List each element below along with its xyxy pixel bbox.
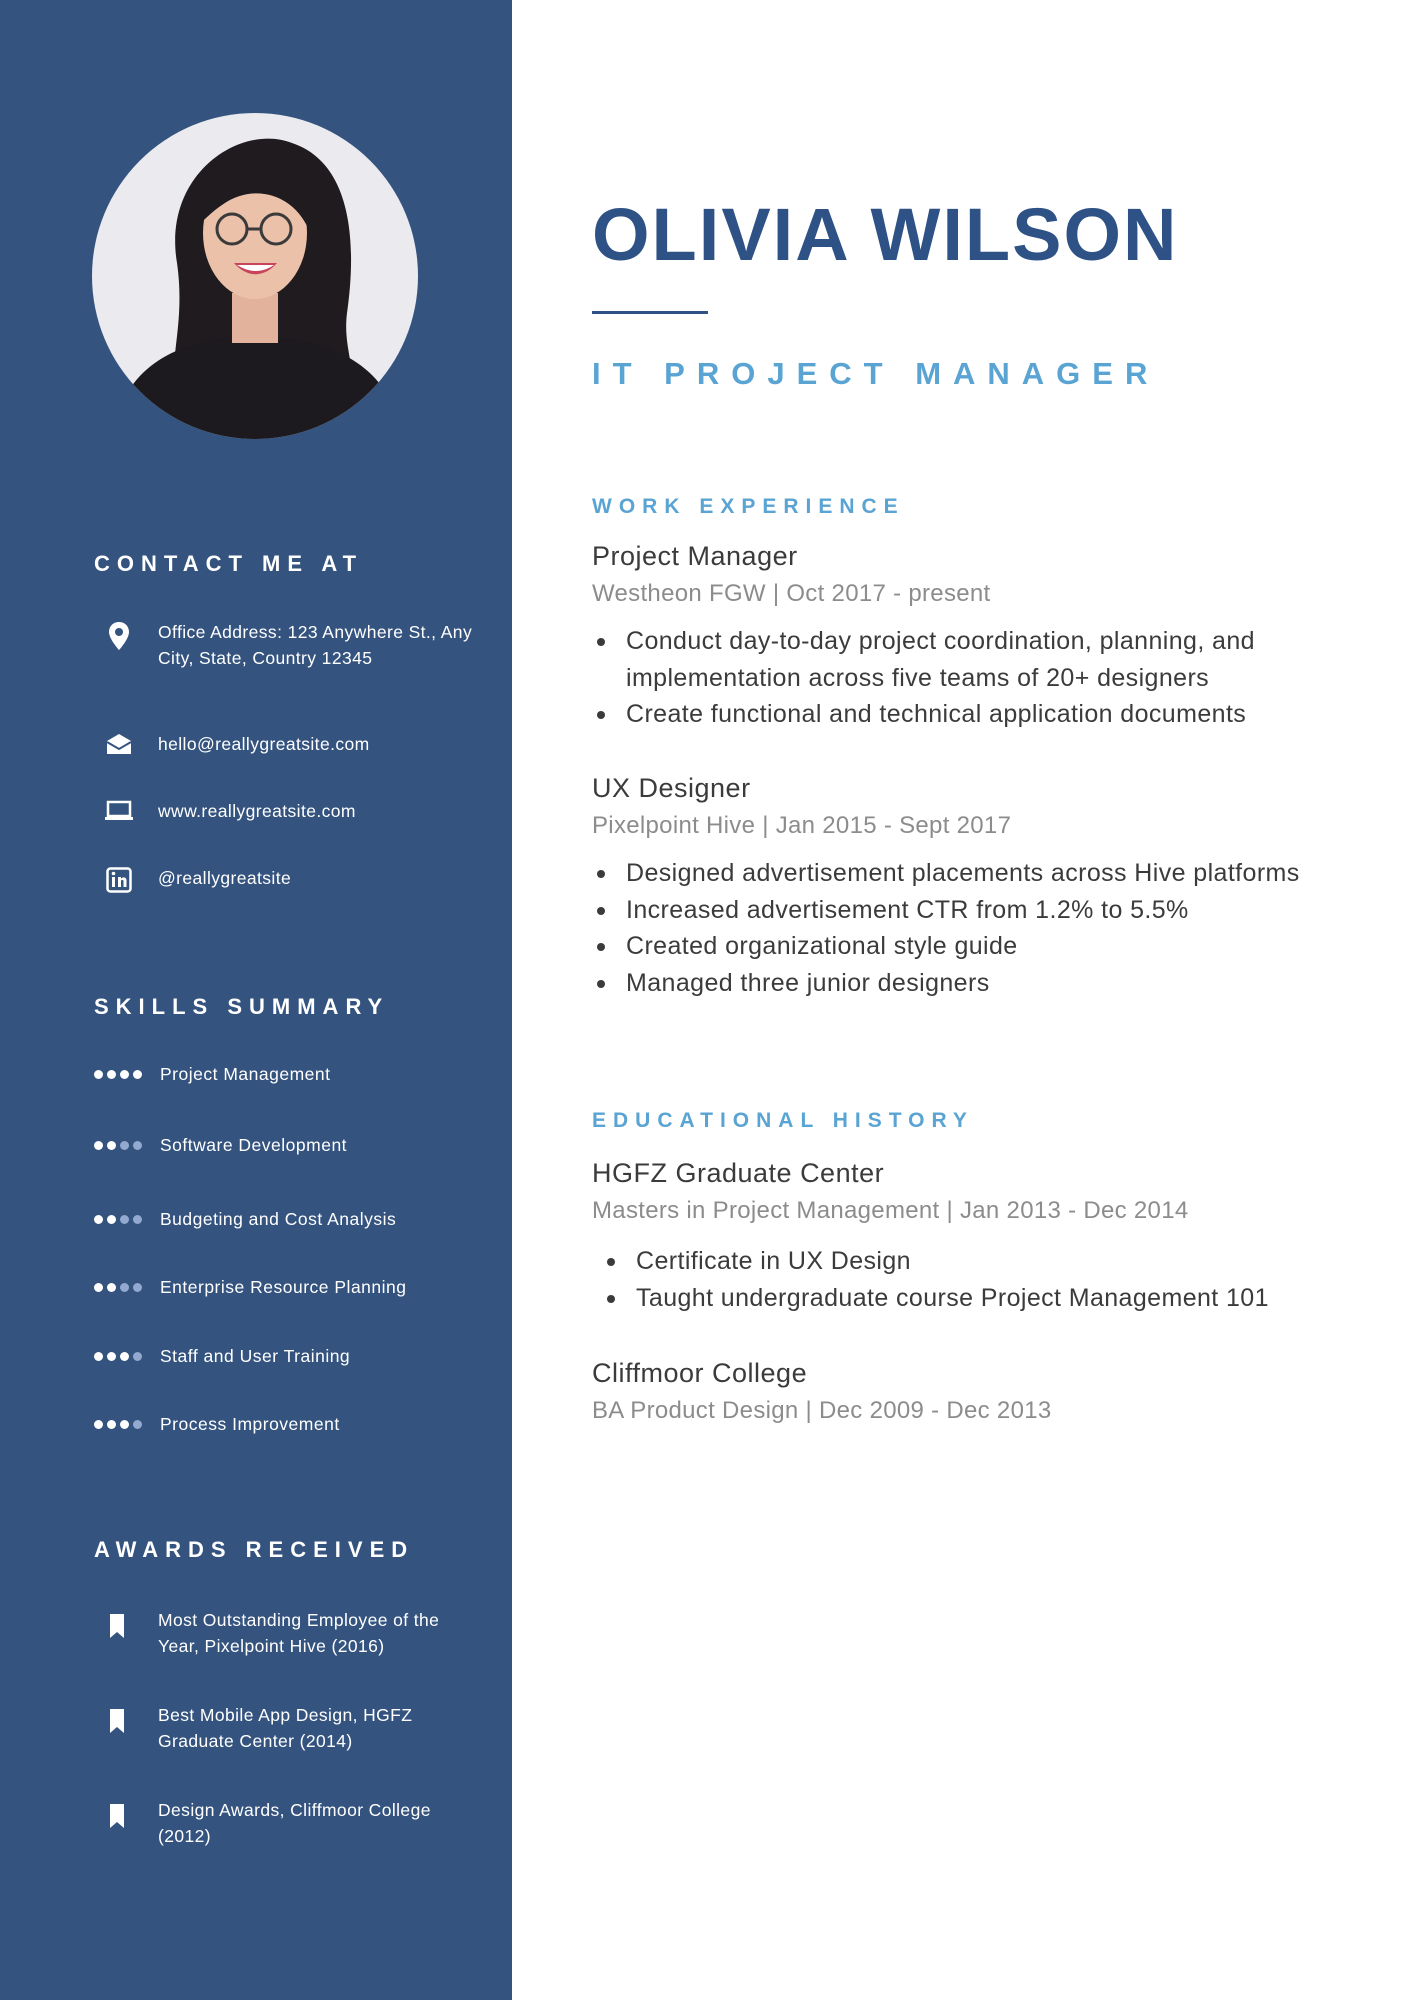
bookmark-icon — [94, 1797, 140, 1849]
profile-photo — [92, 113, 418, 439]
school-title: HGFZ Graduate Center — [592, 1158, 885, 1188]
contact-website-text[interactable]: www.reallygreatsite.com — [158, 801, 356, 821]
location-pin-icon — [94, 619, 144, 671]
laptop-icon — [94, 798, 144, 824]
skill-level-dots — [94, 1215, 146, 1224]
awards-heading: AWARDS RECEIVED — [94, 1537, 415, 1562]
school-meta: BA Product Design | Dec 2009 - Dec 2013 — [592, 1397, 1052, 1424]
skill-level-dots — [94, 1352, 146, 1361]
skill-label: Process Improvement — [160, 1414, 340, 1434]
award-item — [94, 1607, 474, 1659]
job-title: Project Manager — [592, 541, 798, 571]
skill-label: Budgeting and Cost Analysis — [160, 1209, 397, 1229]
skill-item — [94, 1277, 407, 1298]
award-item — [94, 1702, 474, 1754]
candidate-role: IT PROJECT MANAGER — [592, 356, 1160, 391]
skill-level-dots — [94, 1420, 146, 1429]
job-meta: Pixelpoint Hive | Jan 2015 - Sept 2017 — [592, 812, 1012, 839]
mail-icon — [94, 731, 144, 757]
job-bullets — [592, 855, 1332, 1001]
bullet-item: Created organizational style guide — [592, 928, 1332, 965]
linkedin-icon — [94, 865, 144, 893]
sidebar — [0, 0, 512, 2000]
contact-linkedin[interactable] — [94, 865, 474, 893]
skill-item — [94, 1209, 396, 1230]
school-bullets — [602, 1243, 1342, 1316]
skill-item — [94, 1346, 350, 1367]
bookmark-icon — [94, 1607, 140, 1659]
contact-address — [94, 619, 474, 671]
contact-website[interactable] — [94, 798, 474, 824]
name-divider — [592, 311, 708, 314]
candidate-name: OLIVIA WILSON — [592, 193, 1179, 276]
contact-heading: CONTACT ME AT — [94, 551, 364, 576]
profile-photo-illustration — [92, 113, 418, 439]
skills-heading: SKILLS SUMMARY — [94, 994, 390, 1019]
contact-address-text: Office Address: 123 Anywhere St., Any City, State, Country 12345 — [158, 622, 473, 668]
skill-level-dots — [94, 1141, 146, 1150]
bullet-item: Conduct day-to-day project coordination, planning, and implementation across five teams of 20+ designers — [592, 623, 1332, 696]
contact-linkedin-text[interactable]: @reallygreatsite — [158, 868, 292, 888]
school-title: Cliffmoor College — [592, 1358, 808, 1388]
skill-item — [94, 1135, 347, 1156]
bullet-item: Certificate in UX Design — [602, 1243, 1342, 1280]
bullet-item: Create functional and technical application documents — [592, 696, 1332, 733]
job-bullets — [592, 623, 1332, 733]
skill-level-dots — [94, 1283, 146, 1292]
skill-label: Enterprise Resource Planning — [160, 1277, 407, 1297]
job-title: UX Designer — [592, 773, 751, 803]
contact-email-text[interactable]: hello@reallygreatsite.com — [158, 734, 370, 754]
job-meta: Westheon FGW | Oct 2017 - present — [592, 580, 991, 607]
bookmark-icon — [94, 1702, 140, 1754]
award-text: Most Outstanding Employee of the Year, Pixelpoint Hive (2016) — [158, 1610, 440, 1656]
skill-label: Software Development — [160, 1135, 348, 1155]
skill-item — [94, 1064, 330, 1085]
work-experience-heading: WORK EXPERIENCE — [592, 495, 905, 518]
skill-item — [94, 1414, 340, 1435]
bullet-item: Taught undergraduate course Project Management 101 — [602, 1280, 1342, 1317]
school-meta: Masters in Project Management | Jan 2013 - Dec 2014 — [592, 1197, 1189, 1224]
skill-label: Staff and User Training — [160, 1346, 351, 1366]
contact-email[interactable] — [94, 731, 474, 757]
bullet-item: Designed advertisement placements across Hive platforms — [592, 855, 1332, 892]
award-item — [94, 1797, 474, 1849]
education-heading: EDUCATIONAL HISTORY — [592, 1109, 974, 1132]
award-text: Design Awards, Cliffmoor College (2012) — [158, 1800, 431, 1846]
skill-level-dots — [94, 1070, 146, 1079]
bullet-item: Increased advertisement CTR from 1.2% to 5.5% — [592, 892, 1332, 929]
award-text: Best Mobile App Design, HGFZ Graduate Center (2014) — [158, 1705, 413, 1751]
skill-label: Project Management — [160, 1064, 331, 1084]
bullet-item: Managed three junior designers — [592, 965, 1332, 1002]
